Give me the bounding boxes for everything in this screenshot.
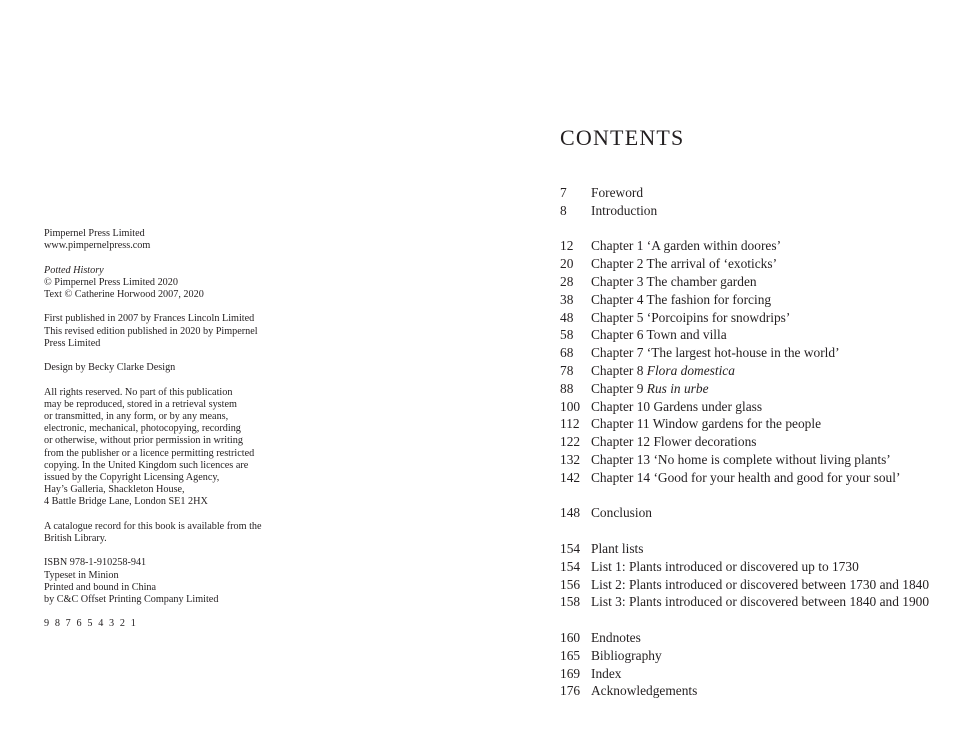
printing-line: 9 8 7 6 5 4 3 2 1 [44, 618, 138, 630]
toc-entry [560, 291, 960, 309]
toc-group [560, 237, 960, 486]
toc-entry [560, 255, 960, 273]
toc-entry [560, 647, 960, 665]
toc-entry-title [591, 504, 960, 522]
toc-entry-title [591, 184, 960, 202]
imprint-page [44, 228, 294, 643]
rights-line: or transmitted, in any form, or by any means, [44, 410, 229, 422]
toc-entry-label: Chapter 1 ‘A garden within doores’ [591, 238, 782, 254]
rights-line: Hay’s Galleria, Shackleton House, [44, 484, 185, 496]
toc-entry-label: Endnotes [591, 629, 641, 645]
toc-page-number: 132 [560, 451, 581, 467]
rights-block [44, 387, 294, 509]
printed-line: Printed and bound in China [44, 581, 157, 593]
toc-entry-label: Conclusion [591, 505, 653, 521]
toc-entry [560, 184, 960, 202]
rights-line: All rights reserved. No part of this publication [44, 386, 233, 398]
toc-entry-label: Plant lists [591, 540, 644, 556]
toc-entry-label: Chapter 14 ‘Good for your health and good for your soul’ [591, 469, 901, 485]
publisher-website: www.pimpernelpress.com [44, 240, 151, 252]
toc-group [560, 184, 960, 220]
toc-entry-title [591, 362, 960, 380]
toc-entry-title [591, 202, 960, 220]
toc-entry [560, 344, 960, 362]
isbn: ISBN 978-1-910258-941 [44, 557, 147, 569]
toc-entry-label: Acknowledgements [591, 683, 698, 699]
toc-entry-title [591, 593, 960, 611]
edition-line: First published in 2007 by Frances Lincoln Limited [44, 313, 255, 325]
toc-entry-label: Chapter 8 [591, 362, 647, 378]
toc-entry [560, 558, 960, 576]
toc-entry-title [591, 469, 960, 487]
toc-page-number: 160 [560, 629, 581, 645]
toc-entry-label: Chapter 4 The fashion for forcing [591, 291, 772, 307]
toc-entry [560, 576, 960, 594]
catalogue-line: British Library. [44, 533, 107, 544]
toc-entry-title [591, 237, 960, 255]
toc-entry [560, 629, 960, 647]
toc-entry-title [591, 326, 960, 344]
toc-entry-title [591, 433, 960, 451]
copyright-publisher: © Pimpernel Press Limited 2020 [44, 276, 178, 288]
toc-entry-label: Chapter 5 ‘Porcoipins for snowdrips’ [591, 309, 791, 325]
toc-entry [560, 237, 960, 255]
toc-page-number: 28 [560, 273, 574, 289]
toc-entry-label: Chapter 12 Flower decorations [591, 434, 757, 450]
publisher-block [44, 228, 294, 252]
toc-group [560, 540, 960, 611]
toc-page-number: 154 [560, 540, 581, 556]
toc-entry [560, 665, 960, 683]
toc-entry [560, 362, 960, 380]
toc-entry-title [591, 665, 960, 683]
toc-entry-label: Chapter 11 Window gardens for the people [591, 416, 822, 432]
design-credit-block [44, 362, 294, 374]
edition-line: This revised edition published in 2020 by Pimpernel [44, 325, 258, 337]
toc-entry-title [591, 398, 960, 416]
catalogue-line: A catalogue record for this book is available from the [44, 520, 262, 532]
toc-entry-title [591, 273, 960, 291]
toc-entry-label: List 2: Plants introduced or discovered between 1730 and 1840 [591, 576, 930, 592]
toc-entry-title [591, 647, 960, 665]
toc-page-number: 148 [560, 505, 581, 521]
toc-entry-label: Chapter 2 The arrival of ‘exoticks’ [591, 256, 778, 272]
edition-block [44, 313, 294, 350]
toc-entry-title [591, 682, 960, 700]
toc-entry-label: Bibliography [591, 647, 662, 663]
toc-group [560, 629, 960, 700]
copyright-text: Text © Catherine Horwood 2007, 2020 [44, 289, 204, 300]
rights-line: 4 Battle Bridge Lane, London SE1 2HX [44, 496, 208, 508]
toc-entry [560, 593, 960, 611]
toc-page-number: 154 [560, 558, 581, 574]
toc-page-number: 156 [560, 576, 581, 592]
typeset-line: Typeset in Minion [44, 569, 119, 581]
toc-entry-title [591, 255, 960, 273]
toc-entry-label: Foreword [591, 185, 644, 200]
toc-entry [560, 540, 960, 558]
toc-entry [560, 682, 960, 700]
toc-page-number: 48 [560, 309, 574, 325]
toc-entry-title [591, 629, 960, 647]
toc-entry [560, 415, 960, 433]
toc-page-number: 58 [560, 327, 574, 343]
rights-line: electronic, mechanical, photocopying, recording [44, 423, 241, 435]
toc-page-number: 158 [560, 594, 581, 610]
toc-entry-title [591, 380, 960, 398]
toc-entry-label: Introduction [591, 202, 658, 218]
catalogue-block [44, 521, 294, 545]
design-credit: Design by Becky Clarke Design [44, 362, 176, 374]
toc-entry [560, 451, 960, 469]
toc-page-number: 12 [560, 238, 574, 254]
toc-entry-label: Chapter 9 [591, 380, 647, 396]
toc-entry [560, 469, 960, 487]
book-copyright-block [44, 265, 294, 302]
contents-heading: CONTENTS [560, 125, 685, 150]
toc-entry-title [591, 540, 960, 558]
toc-entry-label: List 3: Plants introduced or discovered between 1840 and 1900 [591, 594, 930, 610]
rights-line: or otherwise, without prior permission in writing [44, 435, 243, 447]
toc-entry-title [591, 344, 960, 362]
toc-entry-label: Chapter 6 Town and villa [591, 327, 727, 343]
toc-entry-italic-title: Flora domestica [646, 362, 735, 378]
rights-line: may be reproduced, stored in a retrieval system [44, 398, 237, 410]
toc-page-number: 78 [560, 362, 574, 378]
production-block [44, 557, 294, 606]
toc-entry [560, 326, 960, 344]
toc-page-number: 7 [560, 185, 567, 200]
toc-page-number: 20 [560, 256, 574, 272]
toc-entry-label: Chapter 10 Gardens under glass [591, 398, 763, 414]
toc-entry-label: Index [591, 665, 622, 681]
toc-entry-title [591, 291, 960, 309]
toc-entry [560, 504, 960, 522]
edition-line: Press Limited [44, 337, 101, 349]
printer-line: by C&C Offset Printing Company Limited [44, 594, 219, 605]
toc-entry-title [591, 415, 960, 433]
rights-line: from the publisher or a licence permitting restricted [44, 447, 255, 459]
toc-entry [560, 273, 960, 291]
table-of-contents [560, 184, 960, 718]
toc-page-number: 100 [560, 398, 581, 414]
toc-entry [560, 398, 960, 416]
toc-page-number: 112 [560, 416, 580, 432]
toc-entry-label: Chapter 3 The chamber garden [591, 273, 757, 289]
toc-entry-title [591, 558, 960, 576]
toc-group [560, 504, 960, 522]
printing-line-block [44, 618, 294, 630]
toc-page-number: 142 [560, 469, 581, 485]
toc-entry [560, 309, 960, 327]
toc-page-number: 169 [560, 665, 581, 681]
toc-entry-label: Chapter 7 ‘The largest hot-house in the world’ [591, 345, 840, 361]
rights-line: issued by the Copyright Licensing Agency, [44, 472, 220, 483]
toc-page-number: 122 [560, 434, 581, 450]
toc-page-number: 8 [560, 202, 567, 218]
toc-page-number: 176 [560, 683, 581, 699]
toc-entry-label: Chapter 13 ‘No home is complete without living plants’ [591, 451, 891, 467]
toc-page-number: 165 [560, 647, 581, 663]
publisher-name: Pimpernel Press Limited [44, 228, 145, 239]
toc-entry [560, 433, 960, 451]
book-title: Potted History [44, 264, 104, 276]
toc-entry [560, 380, 960, 398]
toc-entry-label: List 1: Plants introduced or discovered up to 1730 [591, 558, 859, 574]
toc-page-number: 88 [560, 380, 574, 396]
rights-line: copying. In the United Kingdom such licences are [44, 459, 249, 471]
toc-entry-title [591, 576, 960, 594]
toc-page-number: 68 [560, 345, 574, 361]
toc-entry-title [591, 309, 960, 327]
toc-entry-title [591, 451, 960, 469]
toc-entry [560, 202, 960, 220]
toc-page-number: 38 [560, 291, 574, 307]
toc-entry-italic-title: Rus in urbe [646, 380, 709, 396]
